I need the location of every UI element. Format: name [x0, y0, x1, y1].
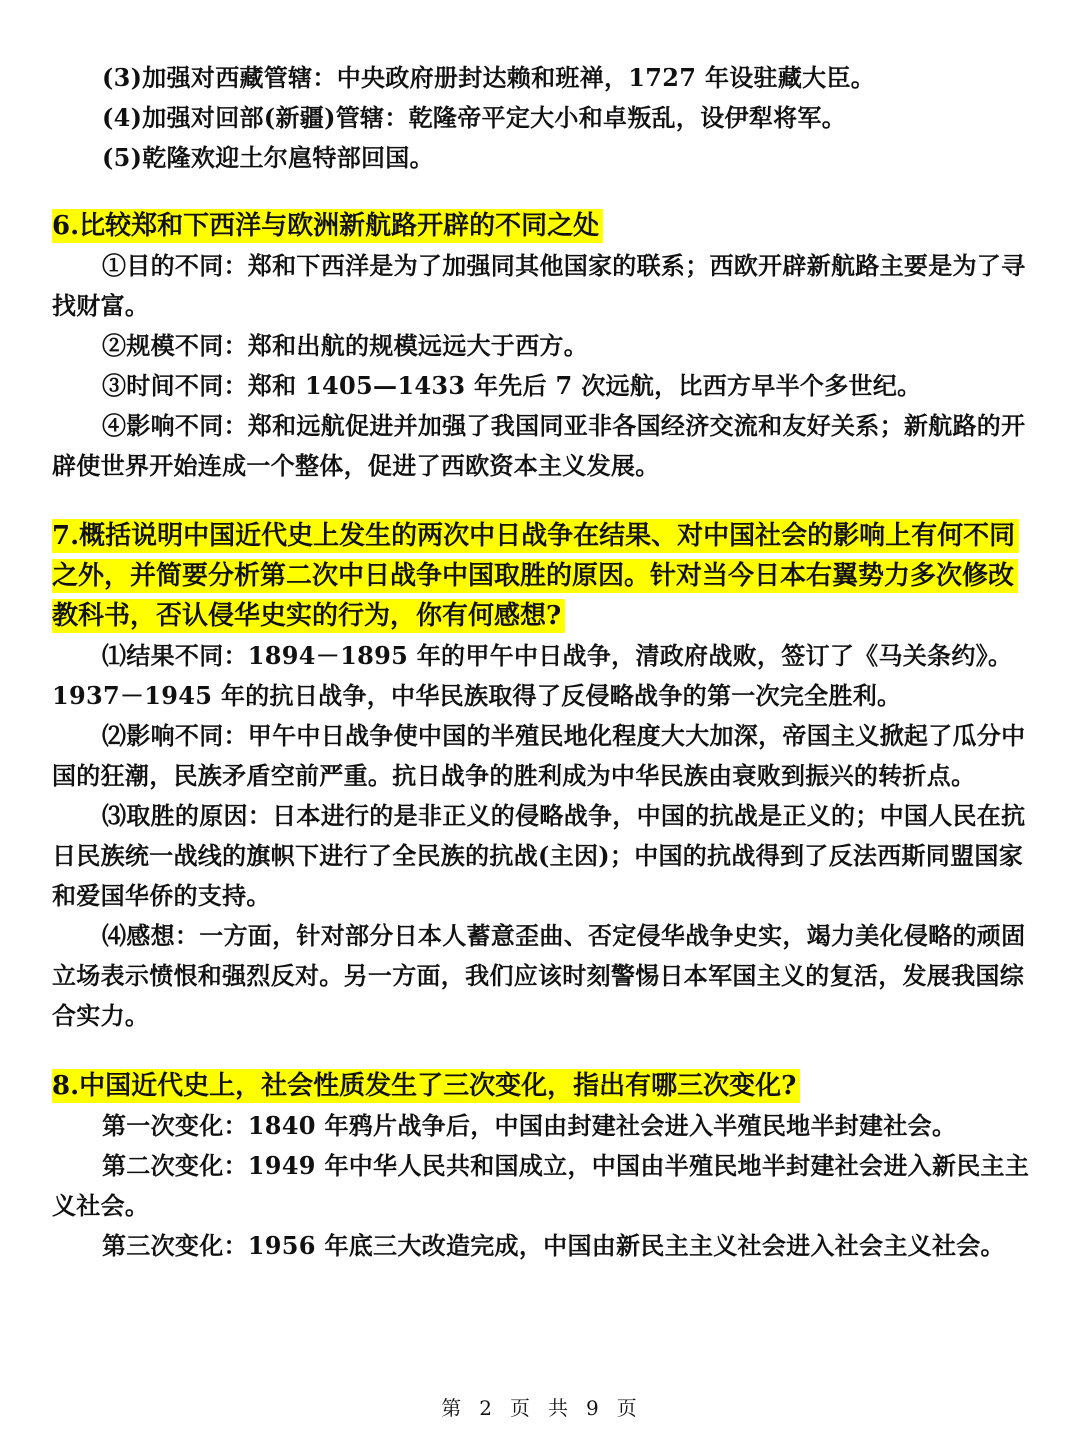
- total-pages: 9: [586, 1396, 601, 1420]
- section-paragraph: ④影响不同：郑和远航促进并加强了我国同亚非各国经济交流和友好关系；新航路的开辟使世界开始连成一个整体，促进了西欧资本主义发展。: [52, 411, 1026, 480]
- section-heading: [52, 516, 1032, 636]
- section-paragraph: 第二次变化：1949 年中华人民共和国成立，中国由半殖民地半封建社会进入新民主主义社会。: [52, 1151, 1030, 1220]
- intro-paragraph: (4)加强对回部(新疆)管辖：乾隆帝平定大小和卓叛乱，设伊犁将军。: [102, 103, 847, 132]
- section-paragraph: ③时间不同：郑和 1405—1433 年先后 7 次远航，比西方早半个多世纪。: [102, 371, 922, 400]
- section-8: [52, 1066, 1032, 1266]
- document-page: [52, 58, 1032, 1296]
- section-paragraph: ②规模不同：郑和出航的规模远远大于西方。: [102, 331, 588, 360]
- page-number: 2: [479, 1396, 494, 1420]
- section-paragraph: ⑷感想：一方面，针对部分日本人蓄意歪曲、否定侵华战争史实，竭力美化侵略的顽固立场表示愤恨和强烈反对。另一方面，我们应该时刻警惕日本军国主义的复活，发展我国综合实力。: [52, 921, 1026, 1030]
- section-paragraph: ⑶取胜的原因：日本进行的是非正义的侵略战争，中国的抗战是正义的；中国人民在抗日民族统一战线的旗帜下进行了全民族的抗战(主因)；中国的抗战得到了反法西斯同盟国家和爱国华侨的支持。: [52, 801, 1026, 910]
- section-paragraph: ⑴结果不同：1894－1895 年的甲午中日战争，清政府战败，签订了《马关条约》。1937－1945 年的抗日战争，中华民族取得了反侵略战争的第一次完全胜利。: [52, 641, 1013, 710]
- footer-prefix: 第: [441, 1396, 464, 1420]
- section-heading: [52, 206, 1032, 246]
- section-paragraph: 第一次变化：1840 年鸦片战争后，中国由封建社会进入半殖民地半封建社会。: [102, 1111, 957, 1140]
- section-paragraph: ⑵影响不同：甲午中日战争使中国的半殖民地化程度大大加深，帝国主义掀起了瓜分中国的狂潮，民族矛盾空前严重。抗日战争的胜利成为中华民族由衰败到振兴的转折点。: [52, 721, 1026, 790]
- section-paragraph: ①目的不同：郑和下西洋是为了加强同其他国家的联系；西欧开辟新航路主要是为了寻找财富。: [52, 251, 1026, 320]
- intro-block: [52, 58, 1032, 178]
- section-heading: [52, 1066, 1032, 1106]
- section-7: [52, 516, 1032, 1036]
- section-6: [52, 206, 1032, 486]
- section-paragraph: 第三次变化：1956 年底三大改造完成，中国由新民主主义社会进入社会主义社会。: [102, 1231, 1005, 1260]
- page-footer: [0, 1392, 1080, 1421]
- footer-mid: 页: [510, 1396, 532, 1420]
- intro-paragraph: (5)乾隆欢迎土尔扈特部回国。: [102, 143, 434, 172]
- intro-paragraph: (3)加强对西藏管辖：中央政府册封达赖和班禅，1727 年设驻藏大臣。: [102, 63, 876, 92]
- footer-suffix: 页: [616, 1396, 639, 1420]
- highlighted-heading-text: 7.概括说明中国近代史上发生的两次中日战争在结果、对中国社会的影响上有何不同之外，并简要分析第二次中日战争中国取胜的原因。针对当今日本右翼势力多次修改教科书，否认侵华史实的行为，你有何感想?: [52, 519, 1019, 633]
- highlighted-heading-text: 8.中国近代史上，社会性质发生了三次变化，指出有哪三次变化?: [52, 1069, 800, 1103]
- highlighted-heading-text: 6.比较郑和下西洋与欧洲新航路开辟的不同之处: [52, 209, 603, 243]
- footer-total-prefix: 共: [548, 1396, 570, 1420]
